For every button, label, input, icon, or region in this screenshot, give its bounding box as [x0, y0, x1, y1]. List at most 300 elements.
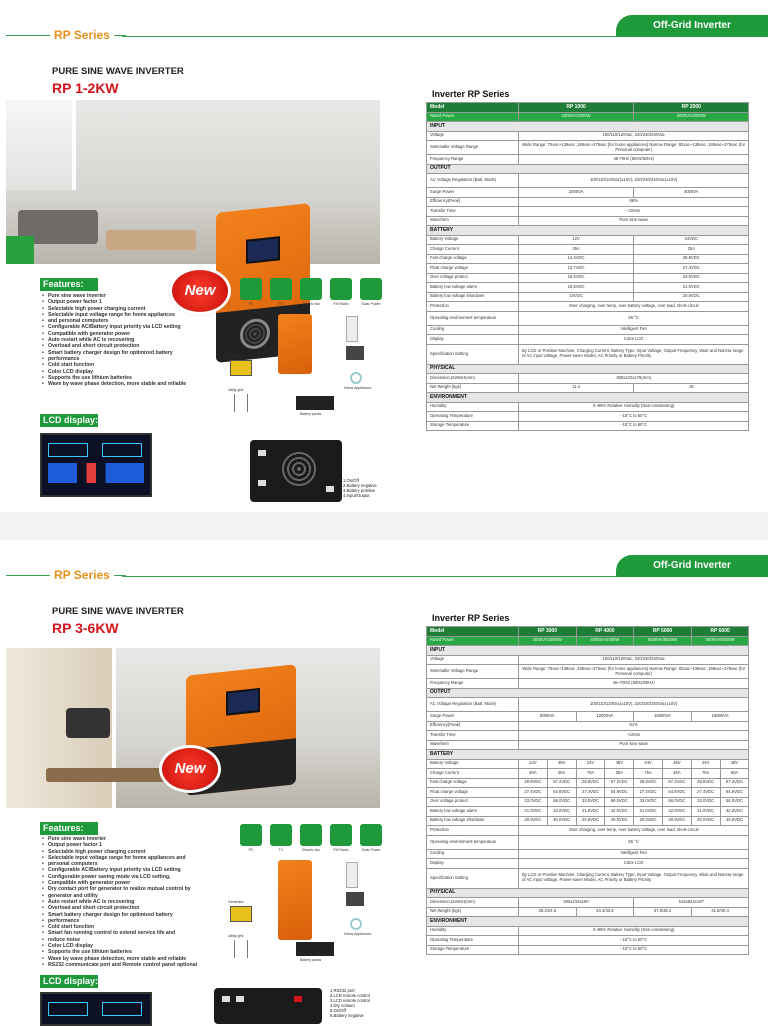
product-photo	[6, 648, 380, 808]
section-heading: ENVIRONMENT	[427, 917, 749, 927]
spec-value: Color LCD	[519, 859, 749, 869]
spec-value: 42.0VDC	[547, 807, 576, 817]
product-model: RP 3-6KW	[52, 620, 119, 636]
table-row	[427, 197, 749, 207]
spec-value: 33.0VDC	[691, 797, 720, 807]
port-icon	[258, 450, 266, 456]
spec-label: Frequency Range	[427, 679, 519, 689]
spec-value: 57.2VDC	[605, 778, 634, 788]
rear-fan-icon	[280, 450, 318, 488]
product-model: RP 1-2KW	[52, 80, 119, 96]
spec-label: AC Voltage Regulation (Batt. Mode)	[427, 698, 519, 712]
spec-value: 24VDC	[634, 235, 749, 245]
spec-label: Selectable Voltage Range	[427, 141, 519, 155]
spec-label: Over voltage protect	[427, 273, 519, 283]
feature-item: • Selectable high power charging current	[42, 306, 232, 312]
spec-value: 27.4VDC	[691, 788, 720, 798]
table-row	[427, 769, 749, 779]
section-heading: BATTERY	[427, 226, 749, 236]
feature-item: • Cold start function	[42, 362, 232, 368]
fan-icon	[350, 918, 362, 930]
spec-value: 42.0VDC	[720, 807, 749, 817]
appliance-label: FM Radio	[333, 848, 349, 852]
spec-value: 25.2/24.6	[519, 907, 577, 917]
table-row	[427, 188, 749, 198]
spec-value: 88%	[519, 197, 749, 207]
spec-label: Float charge voltage	[427, 788, 519, 798]
spec-value: 37.8/38.2	[634, 907, 692, 917]
table-row	[427, 816, 749, 826]
feature-item: • Compatible with generator power	[42, 331, 232, 337]
table-image	[106, 230, 196, 250]
spec-label: Operating environment temperature	[427, 835, 519, 849]
spec-label: Over voltage protect	[427, 797, 519, 807]
generator-icon	[230, 906, 252, 922]
rated-cell: 5000VA/5000W	[634, 636, 692, 646]
port-icon	[326, 486, 334, 492]
header-cell: RP 3000	[519, 627, 577, 637]
rated-cell: 4000VA/4000W	[576, 636, 634, 646]
spec-value: 21.0VDC	[691, 807, 720, 817]
spec-label: Battery low voltage shutdown	[427, 816, 519, 826]
table-row	[427, 226, 749, 236]
spec-value: 40.0VDC	[605, 816, 634, 826]
section-heading: OUTPUT	[427, 164, 749, 174]
table-row	[427, 721, 749, 731]
lcd-output-box	[102, 1002, 142, 1016]
spec-value: 21.0VDC	[519, 807, 548, 817]
section-heading: PHYSICAL	[427, 364, 749, 374]
feature-item: • Configurable AC/Battery input priority via LCD setting	[42, 324, 232, 330]
table-row	[427, 383, 749, 393]
spec-value: 4000VA	[634, 188, 749, 198]
feature-item: • Auto restart while AC is recovering	[42, 899, 232, 905]
spec-value: 5~95% Relative Humidity (Non-condensing)	[519, 402, 749, 412]
table-row	[427, 292, 749, 302]
table-row	[427, 344, 749, 364]
feature-item: • Selectable input voltage range for home appliances and	[42, 855, 232, 861]
spec-label: Operating environment temperature	[427, 311, 519, 325]
lcd-bar-graph	[48, 463, 144, 483]
spec-label: Net Weight (kgs)	[427, 907, 519, 917]
spec-label: Selectable Voltage Range	[427, 665, 519, 679]
spec-label: Transfer Time	[427, 207, 519, 217]
rated-cell: 6000VA/6000W	[691, 636, 749, 646]
rear-panel-notes	[343, 478, 377, 498]
header-cell: Model	[427, 103, 519, 113]
spec-value: 24V	[576, 759, 605, 769]
appliance-icon	[360, 824, 382, 852]
table-row	[427, 122, 749, 132]
rated-power-row	[427, 636, 749, 646]
inverter-unit-image	[278, 860, 312, 940]
spec-value: 100/110/120Vac, 220/230/240Vac	[519, 655, 749, 665]
fridge-icon	[346, 316, 358, 342]
connection-diagram	[226, 854, 386, 964]
lcd-input-box	[48, 1002, 88, 1016]
rear-panel-note: 6.Battery negative	[330, 1013, 364, 1018]
lcd-display-image	[40, 992, 152, 1026]
diagram-label-appliances: Home Appliances	[344, 932, 372, 936]
spec-label: Frequency Range	[427, 155, 519, 165]
table-row	[427, 898, 749, 908]
spec-label: Waveform	[427, 740, 519, 750]
spec-value: Pure sine wave	[519, 740, 749, 750]
header-cell: RP 2000	[634, 103, 749, 113]
spec-value: 100/110/120Vac(±10V), 220/230/240Vac(±10V)	[519, 174, 749, 188]
appliance-icon	[240, 824, 262, 852]
appliance-label: PC	[248, 848, 254, 852]
lcd-output-box	[102, 443, 142, 457]
table-row	[427, 254, 749, 264]
feature-item: • Compatible with generator power	[42, 880, 232, 886]
table-row	[427, 325, 749, 335]
table-row	[427, 688, 749, 698]
lcd-title: LCD display:	[40, 414, 98, 427]
spec-value: 516x844x197	[634, 898, 749, 908]
spec-value: 35A	[519, 245, 634, 255]
spec-value: 24V	[691, 759, 720, 769]
diagram-label-generator: Generator	[228, 900, 244, 904]
feature-item: • Color LCD display	[42, 369, 232, 375]
spec-label: Humidity	[427, 926, 519, 936]
category-tab: Off-Grid Inverter	[616, 555, 768, 577]
table-row	[427, 421, 749, 431]
section-heading: INPUT	[427, 646, 749, 656]
table-row	[427, 646, 749, 656]
spec-value: 91%	[519, 721, 749, 731]
spec-value: 18000VA	[691, 712, 749, 722]
appliance-label: Solar Power	[361, 848, 381, 852]
spec-value: 2000VA	[519, 188, 634, 198]
table-row	[427, 807, 749, 817]
spec-label: Storage Temperature	[427, 945, 519, 955]
spec-value: 24V	[519, 759, 548, 769]
spec-value: Over charging, over temp, over battery voltage, over load, short-circuit	[519, 302, 749, 312]
new-badge: New	[172, 270, 228, 312]
series-rule-right	[122, 576, 622, 577]
spec-label: Voltage	[427, 655, 519, 665]
appliance-icon	[270, 278, 292, 306]
table-row	[427, 665, 749, 679]
spec-value: 15000VA	[634, 712, 692, 722]
spec-value: 41.8/40.4	[691, 907, 749, 917]
table-row	[427, 655, 749, 665]
table-row	[427, 302, 749, 312]
spec-value: 28.8VDC	[634, 254, 749, 264]
rear-panel-notes	[330, 988, 370, 1018]
generator-icon	[230, 360, 252, 376]
spec-value: 12V	[519, 235, 634, 245]
table-row	[427, 698, 749, 712]
section-heading: ENVIRONMENT	[427, 393, 749, 403]
spec-label: Display	[427, 859, 519, 869]
connection-diagram	[226, 308, 386, 418]
table-row	[427, 264, 749, 274]
spec-label: Humidity	[427, 402, 519, 412]
port-icon	[258, 480, 266, 486]
new-badge: New	[162, 748, 218, 790]
feature-item: • performance	[42, 918, 232, 924]
table-row	[427, 868, 749, 888]
lcd-display-image	[40, 433, 152, 497]
spec-value: 5~95% Relative Humidity (Non-condensing)	[519, 926, 749, 936]
tv-cabinet-image	[46, 768, 166, 782]
features-list	[42, 836, 232, 968]
appliance-label: Electric fan	[302, 848, 320, 852]
spec-table	[426, 102, 749, 431]
tv-image	[66, 708, 110, 738]
table-row	[427, 926, 749, 936]
feature-item: • Color LCD display	[42, 943, 232, 949]
spec-value: 27.4VDC	[576, 788, 605, 798]
feature-item: • Pure sine wave inverter	[42, 836, 232, 842]
table-row	[427, 216, 749, 226]
spec-value: 55 °C	[519, 835, 749, 849]
feature-item: • Selectable input voltage range for home appliances	[42, 312, 232, 318]
diagram-label-battery: Battery packs	[300, 412, 322, 416]
spec-value: 45A	[662, 769, 691, 779]
table-row	[427, 402, 749, 412]
appliance-icon	[300, 278, 322, 306]
appliance-label: TV	[278, 302, 284, 306]
series-rule-right	[122, 36, 622, 37]
table-header-row	[427, 103, 749, 113]
spec-value: 15	[634, 383, 749, 393]
spec-value: 28.8VDC	[576, 778, 605, 788]
port-icon	[236, 996, 244, 1002]
spec-value: 42.0VDC	[605, 807, 634, 817]
spec-value: 100/110/120Vac, 220/230/240Vac	[519, 131, 749, 141]
table-row	[427, 273, 749, 283]
spec-value: 20.0VDC	[634, 292, 749, 302]
spec-value: 66.0VDC	[720, 797, 749, 807]
spec-value: 33.0VDC	[634, 273, 749, 283]
spec-value: 398x222x176(mm)	[519, 374, 749, 384]
feature-item: • Smart battery charger design for optimized battery	[42, 912, 232, 918]
window-image	[6, 100, 76, 190]
battery-icon	[296, 396, 334, 410]
table-row	[427, 917, 749, 927]
spec-value: 11.4	[519, 383, 634, 393]
spec-label: Operating Temperature	[427, 936, 519, 946]
product-headline: PURE SINE WAVE INVERTER	[52, 606, 184, 617]
table-row	[427, 826, 749, 836]
spec-label: Float charge voltage	[427, 264, 519, 274]
spec-value: 45~70HZ (50Hz/60Hz)	[519, 679, 749, 689]
spec-value: 55 °C	[519, 311, 749, 325]
battery-icon	[296, 942, 334, 956]
header-cell: RP 5000	[634, 627, 692, 637]
feature-item: • Output power factor 1	[42, 299, 232, 305]
table-row	[427, 907, 749, 917]
rear-panel-note: 1.RS232 port	[330, 988, 355, 993]
table-row	[427, 945, 749, 955]
spec-label: Protection	[427, 302, 519, 312]
appliance-icon	[300, 824, 322, 852]
features-title: Features:	[40, 822, 98, 835]
spec-value: 21.0VDC	[634, 283, 749, 293]
spec-label: Charge Current	[427, 769, 519, 779]
spec-value: 13.7VDC	[519, 264, 634, 274]
rated-cell: 2000VA/2000W	[634, 112, 749, 122]
fan-icon	[350, 372, 362, 384]
table-row	[427, 207, 749, 217]
table-row	[427, 283, 749, 293]
spec-value: 57.2VDC	[662, 778, 691, 788]
feature-item: • Overload and short circuit protection	[42, 905, 232, 911]
feature-item: • Selectable high power charging current	[42, 849, 232, 855]
spec-value: Intelligent Fan	[519, 325, 749, 335]
spec-value: 25A	[547, 769, 576, 779]
spec-label: Battery low voltage shutdown	[427, 292, 519, 302]
spec-value: Over charging, over temp, over battery voltage, over load, short-circuit	[519, 826, 749, 836]
header-cell: RP 1000	[519, 103, 634, 113]
spec-value: Pure sine wave	[519, 216, 749, 226]
rear-panel-note: 4.Input/Output	[343, 493, 370, 498]
rear-panel-note: 5.On/Off	[330, 1008, 346, 1013]
table-row	[427, 235, 749, 245]
spec-value: 35A	[634, 245, 749, 255]
spec-value: Wide Range: 75vac~138vac ,155vac~275vac (for home appliances) Narrow Range: 82vac~138vac ,165vac~275vac (for Personal computer)	[519, 665, 749, 679]
table-row	[427, 311, 749, 325]
spec-value: 66.0VDC	[547, 797, 576, 807]
spec-label: Battery low voltage alarm	[427, 807, 519, 817]
spec-value: 57.2VDC	[547, 778, 576, 788]
catalog-page-rp-1-2kw	[0, 0, 768, 512]
spec-value: 505x218x190	[519, 898, 634, 908]
lcd-input-box	[48, 443, 88, 457]
diagram-label-appliances: Home Appliances	[344, 386, 372, 390]
appliance-label: Electric fan	[302, 302, 320, 306]
diagram-label-utility: Utility grid	[228, 388, 244, 392]
spec-value: 20.0VDC	[576, 816, 605, 826]
spec-value: 50A	[720, 769, 749, 779]
product-headline: PURE SINE WAVE INVERTER	[52, 66, 184, 77]
spec-label: Cooling	[427, 325, 519, 335]
rear-panel-note: 3.Battery positive	[343, 488, 376, 493]
rear-panel-note: 2.Battery negative	[343, 483, 377, 488]
feature-item: • Pure sine wave inverter	[42, 293, 232, 299]
spec-table-title: Inverter RP Series	[432, 613, 510, 623]
spec-value: 20.0VDC	[691, 816, 720, 826]
spec-value: 21.0VDC	[634, 807, 663, 817]
spec-label: Specification Setting	[427, 868, 519, 888]
table-header-row	[427, 627, 749, 637]
rated-power-row	[427, 112, 749, 122]
rear-panel-note: 4.Dry contact	[330, 1003, 355, 1008]
spec-label: Storage Temperature	[427, 421, 519, 431]
spec-value: 70A	[576, 769, 605, 779]
appliance-label: PC	[248, 302, 254, 306]
spec-value: 100/110/120Vac(±10V), 220/230/240Vac(±10V)	[519, 698, 749, 712]
section-heading: PHYSICAL	[427, 888, 749, 898]
spec-value: 24V	[634, 759, 663, 769]
fridge-icon	[346, 862, 358, 888]
table-row	[427, 849, 749, 859]
spec-label: Surge Power	[427, 712, 519, 722]
series-title: RP Series	[50, 28, 114, 42]
spec-table	[426, 626, 749, 955]
feature-item: • Overload and short circuit protection	[42, 343, 232, 349]
appliance-label: FM Radio	[333, 302, 349, 306]
spec-value: 45-70Hz (50Hz/60Hz)	[519, 155, 749, 165]
spec-value: 40.0VDC	[547, 816, 576, 826]
rear-panel-note: 2.LCD remote control	[330, 993, 370, 998]
spec-label: Cooling	[427, 849, 519, 859]
spec-label: Operating Temperature	[427, 412, 519, 422]
table-row	[427, 740, 749, 750]
feature-item: • Supports the use lithium batteries	[42, 949, 232, 955]
feature-item: • Auto restart while AC is recovering	[42, 337, 232, 343]
spec-label: Dimension,DxWxH(mm)	[427, 374, 519, 384]
spec-value: 54.8VDC	[720, 788, 749, 798]
spec-value: 10.5VDC	[519, 283, 634, 293]
spec-value: 57.2VDC	[720, 778, 749, 788]
appliance-icons	[240, 824, 382, 852]
spec-value: 33.0VDC	[634, 797, 663, 807]
page-gap	[0, 512, 768, 540]
spec-value: 54.8VDC	[547, 788, 576, 798]
spec-value: −15°C to 60°C	[519, 945, 749, 955]
spec-value: 28.8VDC	[519, 778, 548, 788]
spec-label: Surge Power	[427, 188, 519, 198]
series-title: RP Series	[50, 568, 114, 582]
spec-value: Color LCD	[519, 335, 749, 345]
appliance-icon	[360, 278, 382, 306]
feature-item: • Supports the use lithium batteries	[42, 375, 232, 381]
spec-label: Net Weight (kgs)	[427, 383, 519, 393]
spec-value: 48V	[547, 759, 576, 769]
spec-value: 12000VA	[576, 712, 634, 722]
spec-value: 42.0VDC	[662, 807, 691, 817]
spec-value: 66.0VDC	[605, 797, 634, 807]
spec-value: 28.8VDC	[691, 778, 720, 788]
spec-value: 6000VA	[519, 712, 577, 722]
feature-item: • and personal computers	[42, 318, 232, 324]
lcd-title: LCD display:	[40, 975, 98, 988]
table-row	[427, 131, 749, 141]
table-row	[427, 412, 749, 422]
category-tab: Off-Grid Inverter	[616, 15, 768, 37]
table-row	[427, 750, 749, 760]
table-row	[427, 712, 749, 722]
spec-label: Fast charge voltage	[427, 778, 519, 788]
spec-value: Wide Range: 75vac~138vac ,155vac~275vac (for home appliances) Narrow Range: 82vac~138vac ,165vac~275vac (for Personal computer)	[519, 141, 749, 155]
spec-label: Battery low voltage alarm	[427, 283, 519, 293]
spec-label: Efficiency(Peak)	[427, 721, 519, 731]
feature-item: • Configurable AC/Battery input priority via LCD setting	[42, 867, 232, 873]
table-row	[427, 155, 749, 165]
feature-item: • Dry contact port for generator to realize mutual control by	[42, 886, 232, 892]
rated-cell: 3000VA/3000W	[519, 636, 577, 646]
breaker-icon	[294, 996, 302, 1002]
table-row	[427, 245, 749, 255]
spec-label: Efficiency(Peak)	[427, 197, 519, 207]
spec-value: <20ms	[519, 207, 749, 217]
appliance-icon	[330, 278, 352, 306]
spec-value: 48V	[662, 759, 691, 769]
spec-value: 54.8VDC	[605, 788, 634, 798]
spec-label: Display	[427, 335, 519, 345]
spec-label: Dimension,DxWxH(mm)	[427, 898, 519, 908]
table-row	[427, 335, 749, 345]
spec-value: 21.0VDC	[576, 807, 605, 817]
table-row	[427, 759, 749, 769]
spec-value: 14.4VDC	[519, 254, 634, 264]
table-row	[427, 778, 749, 788]
spec-value: <10ms	[519, 731, 749, 741]
